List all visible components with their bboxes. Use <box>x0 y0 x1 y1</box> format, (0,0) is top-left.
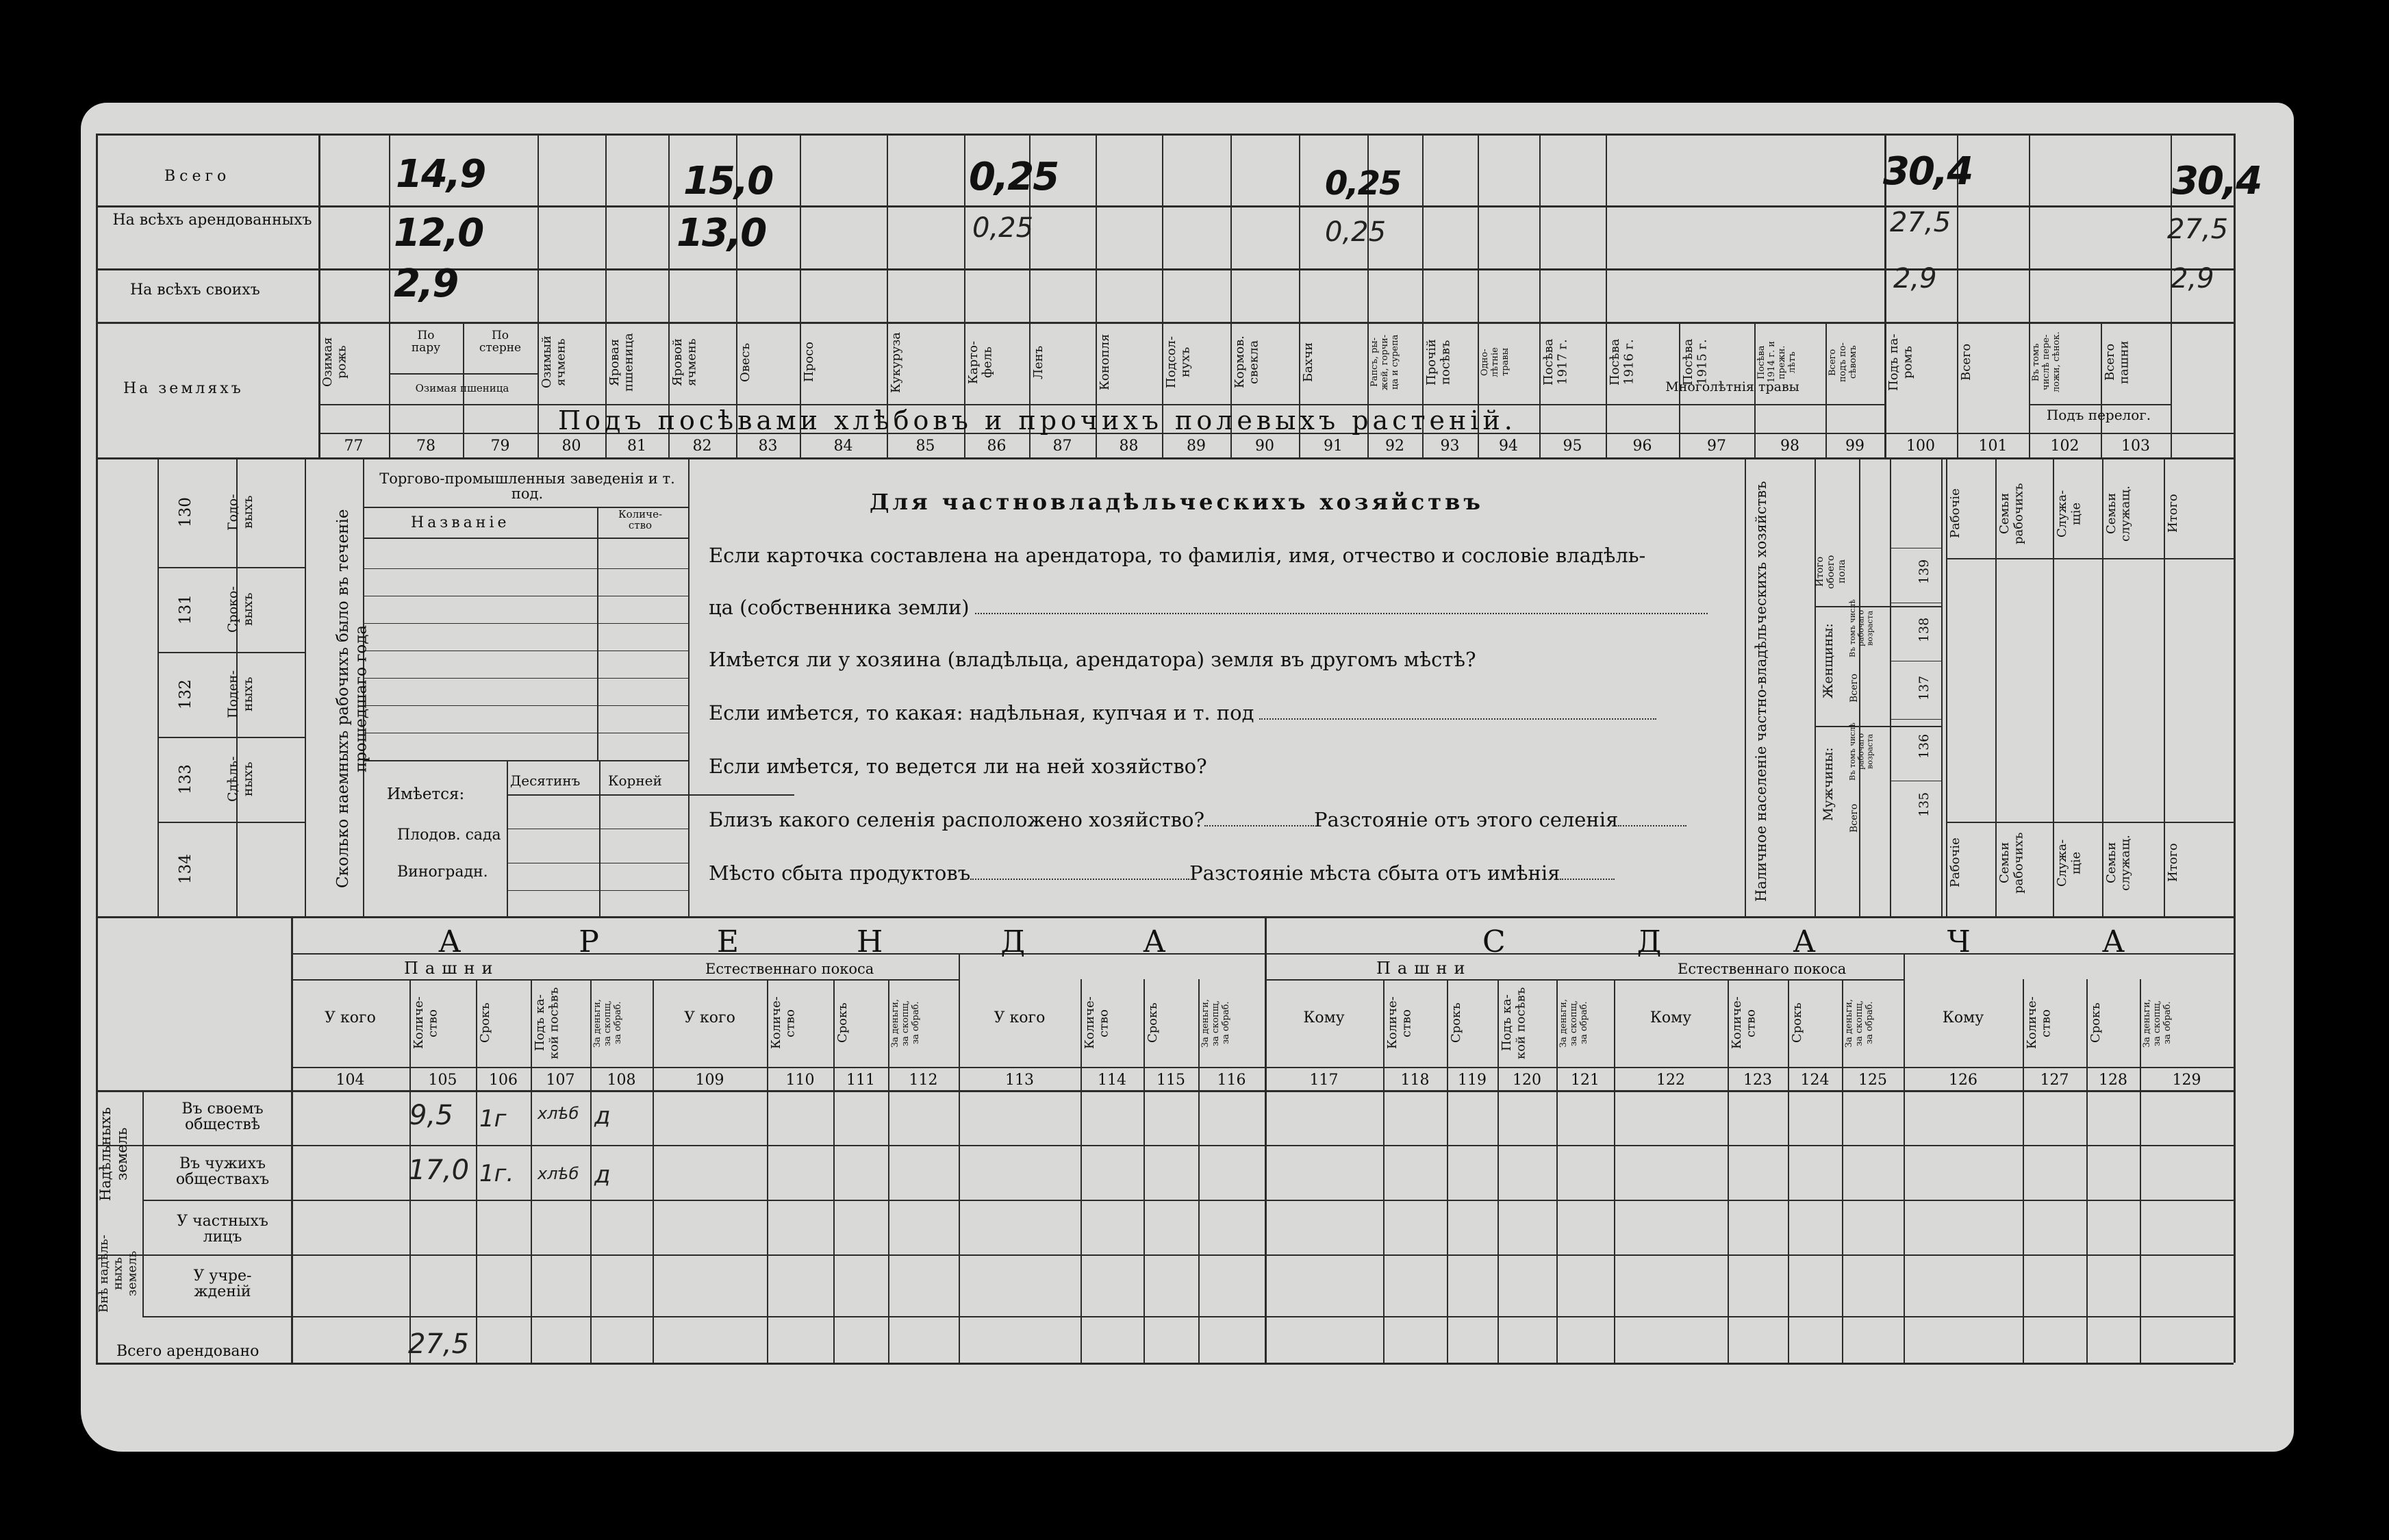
rule-v <box>2086 979 2088 1363</box>
rule-v <box>1143 979 1145 1363</box>
rule-h <box>96 1090 2234 1092</box>
rule-h <box>291 979 653 981</box>
imeetsya-label: Имѣется: <box>387 785 465 803</box>
col-num-78: 78 <box>416 438 435 455</box>
arenda-pashni: Пашни <box>404 959 500 978</box>
crop-header-99: Всего подъ по- сѣвомъ <box>1828 342 1858 382</box>
lease-row-2: Въ чужихъ обществахъ <box>175 1155 270 1189</box>
lease-num-121: 121 <box>1571 1072 1600 1089</box>
lease-row-3: У частныхъ лицъ <box>177 1213 268 1246</box>
col-num-81: 81 <box>627 438 646 455</box>
lease-head-125: За деньги, за скопщ, за обраб. <box>1844 998 1875 1048</box>
lease-head-108: За деньги, за скопщ, за обраб. <box>592 998 623 1048</box>
rule-v <box>318 134 320 457</box>
lease-head-128: Срокъ <box>2088 1002 2103 1044</box>
pop-col-top-2: Служа- щіе <box>2055 490 2084 538</box>
hired-label-133: Сдѣль- ныхъ <box>225 756 255 803</box>
muzh-vsego: Всего <box>1849 803 1860 833</box>
rule-v <box>597 507 598 760</box>
lease-num-118: 118 <box>1400 1072 1430 1089</box>
rule-v <box>476 979 477 1363</box>
n139: 139 <box>1917 559 1932 585</box>
rule-v <box>1383 979 1385 1363</box>
col-num-94: 94 <box>1499 438 1518 455</box>
col-num-83: 83 <box>758 438 778 455</box>
rule-v <box>2101 322 2102 457</box>
lease-num-124: 124 <box>1800 1072 1830 1089</box>
lease-head-114: Количе- ство <box>1083 996 1111 1050</box>
n137: 137 <box>1917 675 1932 701</box>
rule-v <box>1198 979 1200 1363</box>
n135: 135 <box>1917 792 1932 818</box>
pop-col-bottom-1: Семьи рабочихъ <box>1997 832 2026 894</box>
rule-h <box>363 568 688 569</box>
korney-header: Корней <box>608 772 662 789</box>
hired-label-131: Сроко- выхъ <box>225 586 255 633</box>
rule-v <box>2164 457 2165 916</box>
rule-h <box>1614 979 1904 981</box>
lease-head-112: За деньги, за скопщ, за обраб. <box>890 998 921 1048</box>
lease-head-105: Количе- ство <box>412 996 440 1050</box>
rule-h <box>1265 979 1614 981</box>
hired-num-132: 132 <box>177 679 194 709</box>
crop-header-102: Въ томъ числѣ пере- ложи, сѣнок. <box>2031 331 2062 393</box>
hw-c103-arend: 27,5 <box>2167 214 2229 245</box>
row-label-na-zemlyakh: На земляхъ <box>123 380 244 397</box>
sdacha-pashni: Пашни <box>1376 959 1472 978</box>
lease-num-126: 126 <box>1949 1072 1977 1089</box>
col-num-101: 101 <box>1978 438 2008 455</box>
rule-v <box>142 1090 144 1316</box>
lease-num-109: 109 <box>695 1072 724 1089</box>
crop-header-81: Яровая пшеница <box>607 333 636 392</box>
rule-h <box>507 890 688 891</box>
col-num-102: 102 <box>2050 438 2080 455</box>
subhead-mnogolet: Многолѣтнія травы <box>1665 379 1799 394</box>
lease-group-vne: Внѣ надѣль- ныхъ земель <box>97 1235 140 1313</box>
crop-header-77: Озимая рожь <box>320 337 349 388</box>
rule-v <box>96 134 98 457</box>
rule-h <box>653 979 959 981</box>
rule-v <box>1745 457 1746 916</box>
rule-h <box>96 1363 2234 1365</box>
lease-head-106: Срокъ <box>478 1002 492 1044</box>
rule-v <box>389 134 390 457</box>
col-num-88: 88 <box>1119 438 1139 455</box>
crop-header-97: Посѣва 1915 г. <box>1681 338 1710 386</box>
hired-title: Сколько наемныхъ рабочихъ было въ теченіе прошедшаго года <box>334 509 370 888</box>
col-num-93: 93 <box>1440 438 1460 455</box>
rule-v <box>833 979 835 1363</box>
lease-num-119: 119 <box>1458 1072 1487 1089</box>
col-num-79: 79 <box>490 438 510 455</box>
rule-v <box>1080 979 1082 1363</box>
hw-c103-svoikh: 2,9 <box>2171 263 2214 294</box>
crop-header-87: Ленъ <box>1031 345 1046 379</box>
rule-h <box>363 760 688 761</box>
rule-v <box>599 760 601 916</box>
col-num-103: 103 <box>2121 438 2150 455</box>
rule-v <box>291 916 293 1363</box>
rule-v <box>1265 916 1267 1363</box>
pop-col-top-4: Итого <box>2166 494 2180 533</box>
zhen-label: Женщины: <box>1821 623 1836 698</box>
rule-v <box>653 979 654 1363</box>
hw-c86-vsego: 0,25 <box>969 155 1059 199</box>
lease-head-115: Срокъ <box>1146 1002 1160 1044</box>
rule-h <box>157 737 305 738</box>
col-num-91: 91 <box>1324 438 1343 455</box>
col-num-95: 95 <box>1563 438 1582 455</box>
lease-head-107: Подъ ка- кой посѣвъ <box>533 987 561 1059</box>
lease-head-110: Количе- ство <box>769 996 798 1050</box>
rule-v <box>2234 979 2236 1363</box>
lease-num-125: 125 <box>1858 1072 1887 1089</box>
sdacha-pokos: Естественнаго покоса <box>1678 961 1847 977</box>
arenda-title: А Р Е Н Д А <box>438 924 1169 959</box>
pop-col-bottom-3: Семьи служащ. <box>2104 835 2133 891</box>
subhead-pod-posevami: Подъ посѣвами хлѣбовъ и прочихъ полевыхъ растеній. <box>558 405 1517 436</box>
hw-c99-arend: 27,5 <box>1890 207 1951 238</box>
trade-qty-header: Количе- ство <box>618 508 663 531</box>
col-num-84: 84 <box>833 438 853 455</box>
muzh-vtom: Въ томъ числѣ рабочаго возраста <box>1848 722 1875 781</box>
lease-head-104: У кого <box>325 1009 376 1026</box>
hw-total-qty: 27,5 <box>408 1328 470 1360</box>
pop-col-bottom-4: Итого <box>2166 843 2180 883</box>
crop-header-98: Посѣва 1914 г. и прежн. лѣтъ <box>1756 341 1797 383</box>
col-num-87: 87 <box>1052 438 1072 455</box>
crop-header-83: Овесъ <box>738 342 753 382</box>
crop-header-101: Всего <box>1959 343 1973 381</box>
col-num-99: 99 <box>1845 438 1865 455</box>
crop-header-80: Озимый ячмень <box>540 336 568 389</box>
rule-h <box>389 373 538 375</box>
desyatin-header: Десятинъ <box>510 772 581 789</box>
lease-head-123: Количе- ство <box>1730 996 1758 1050</box>
rule-h <box>96 322 2234 324</box>
rule-h <box>363 538 688 539</box>
col-num-89: 89 <box>1187 438 1206 455</box>
rule-v <box>2053 457 2054 916</box>
hired-num-134: 134 <box>177 854 194 884</box>
lease-num-123: 123 <box>1743 1072 1772 1089</box>
lease-head-127: Количе- ство <box>2025 996 2053 1050</box>
rule-h <box>142 1316 2234 1317</box>
rule-h <box>96 457 2234 459</box>
rule-h <box>363 678 688 679</box>
q3: Если имѣется, то какая: надѣльная, купчая и т. под <box>709 701 1656 724</box>
lease-head-116: За деньги, за скопщ, за обраб. <box>1200 998 1231 1048</box>
lease-num-108: 108 <box>607 1072 636 1089</box>
subhead-perelog: Подъ перелог. <box>2046 407 2151 423</box>
lease-row-1: Въ своемъ обществѣ <box>181 1100 264 1134</box>
col-num-85: 85 <box>915 438 935 455</box>
rule-h <box>291 1067 2234 1068</box>
hw-c82-arend: 13,0 <box>677 211 766 255</box>
col-num-96: 96 <box>1632 438 1652 455</box>
lease-num-127: 127 <box>2040 1072 2069 1089</box>
crop-header-94: Одно- лѣтніе травы <box>1480 347 1510 377</box>
q4: Если имѣется, то ведется ли на ней хозяйство? <box>709 755 1207 778</box>
rule-v <box>1447 979 1448 1363</box>
trade-title: Торгово-промышленныя заведенія и т. под. <box>379 470 675 503</box>
sdacha-title: С Д А Ч А <box>1482 924 2128 959</box>
rule-v <box>888 979 889 1363</box>
lease-total: Всего арендовано <box>116 1343 260 1360</box>
row-label-vsego: Всего <box>164 168 231 185</box>
lease-num-117: 117 <box>1309 1072 1339 1089</box>
rule-h <box>157 652 305 653</box>
lease-head-119: Срокъ <box>1449 1002 1463 1044</box>
hw-c91-arend: 0,25 <box>1325 216 1387 248</box>
hw-r1-pay: д <box>594 1102 611 1130</box>
col-num-77: 77 <box>344 438 364 455</box>
hw-c103-vsego: 30,4 <box>2172 159 2262 203</box>
itogo-obo: Итого обоего пола <box>1815 555 1848 589</box>
q1b: ца (собственника земли) <box>709 596 1708 619</box>
rule-v <box>1941 457 1943 916</box>
crop-header-91: Бахчи <box>1301 342 1315 383</box>
rule-h <box>96 1254 2234 1256</box>
rule-v <box>1995 457 1997 916</box>
rule-v <box>1815 457 1816 916</box>
population-title: Наличное населеніе частно-владѣльческихъ хозяйствъ <box>1753 481 1769 902</box>
rule-v <box>2140 979 2141 1363</box>
hw-r2-crop: хлѣб <box>538 1164 579 1183</box>
lease-head-120: Подъ ка- кой посѣвъ <box>1500 987 1528 1059</box>
hw-c99-svoikh: 2,9 <box>1893 263 1937 294</box>
lease-num-110: 110 <box>785 1072 815 1089</box>
rule-h <box>1946 558 2234 559</box>
crop-header-96: Посѣва 1916 г. <box>1608 338 1636 386</box>
rule-h <box>2029 404 2171 405</box>
rule-v <box>1556 979 1558 1363</box>
pop-col-bottom-0: Рабочіе <box>1948 837 1962 888</box>
hw-c99-vsego: 30,4 <box>1883 149 1973 194</box>
rule-v <box>305 457 306 916</box>
rule-v <box>688 457 690 916</box>
rule-v <box>1497 979 1499 1363</box>
rule-h <box>363 623 688 624</box>
rule-h <box>96 916 2234 918</box>
rule-v <box>1946 457 1947 916</box>
crop-header-79: По стерне <box>479 329 522 355</box>
rule-v <box>157 457 159 916</box>
col-num-100: 100 <box>1906 438 1935 455</box>
crop-header-90: Кормов. свекла <box>1233 336 1261 389</box>
hw-c82-vsego: 15,0 <box>683 159 773 203</box>
lease-head-118: Количе- ство <box>1385 996 1414 1050</box>
crop-header-78: По пару <box>411 329 441 355</box>
q2: Имѣется ли у хозяина (владѣльца, арендатора) земля въ другомъ мѣстѣ? <box>709 648 1476 671</box>
hw-r1-term: 1г <box>479 1105 507 1133</box>
rule-v <box>2102 457 2103 916</box>
hw-r1-qty: 9,5 <box>409 1100 453 1131</box>
arenda-pokos: Естественнаго покоса <box>705 961 874 977</box>
vinograd-label: Виноградн. <box>397 863 488 881</box>
lease-num-114: 114 <box>1098 1072 1126 1089</box>
lease-head-117: Кому <box>1303 1009 1345 1026</box>
lease-num-106: 106 <box>489 1072 518 1089</box>
hw-r2-qty: 17,0 <box>408 1154 470 1186</box>
rule-v <box>1788 979 1789 1363</box>
lease-num-122: 122 <box>1656 1072 1685 1089</box>
row-label-svoikh: На всѣхъ своихъ <box>130 281 260 299</box>
lease-num-111: 111 <box>846 1072 875 1089</box>
lease-num-113: 113 <box>1005 1072 1034 1089</box>
sad-label: Плодов. сада <box>397 826 501 844</box>
n138: 138 <box>1917 617 1932 643</box>
crop-header-84: Просо <box>802 342 816 383</box>
rule-v <box>1842 979 1843 1363</box>
zhen-vsego: Всего <box>1849 673 1860 703</box>
lease-num-128: 128 <box>2099 1072 2127 1089</box>
lease-num-129: 129 <box>2172 1072 2201 1089</box>
pop-col-top-1: Семьи рабочихъ <box>1997 483 2026 544</box>
lease-num-107: 107 <box>546 1072 575 1089</box>
hw-r2-pay: д <box>594 1161 611 1189</box>
hired-num-130: 130 <box>177 497 194 527</box>
col-num-98: 98 <box>1780 438 1799 455</box>
rule-v <box>538 134 539 457</box>
rule-v <box>2023 979 2024 1363</box>
crop-header-82: Яровой ячмень <box>670 338 699 386</box>
rule-h <box>96 134 2234 136</box>
n136: 136 <box>1917 733 1932 759</box>
rule-v <box>1606 134 1607 457</box>
rule-h <box>507 794 794 796</box>
q6: Мѣсто сбыта продуктовъ Разстояніе мѣста сбыта отъ имѣнія <box>709 861 1615 885</box>
lease-head-121: За деньги, за скопщ, за обраб. <box>1558 998 1589 1048</box>
rule-v <box>531 979 532 1363</box>
q1a: Если карточка составлена на арендатора, то фамилія, имя, отчество и сословіе владѣль- <box>709 544 1646 567</box>
hired-label-132: Поден- ныхъ <box>225 670 255 719</box>
lease-head-111: Срокъ <box>835 1002 850 1044</box>
hired-label-130: Годо- выхъ <box>225 494 255 531</box>
crop-header-103: Всего пашни <box>2103 340 2132 384</box>
crop-header-86: Карто- фель <box>966 340 995 384</box>
hw-c77-vsego: 14,9 <box>396 152 485 197</box>
trade-name-header: Названіе <box>411 514 510 531</box>
pop-col-top-0: Рабочіе <box>1948 488 1962 539</box>
hw-r1-crop: хлѣб <box>538 1104 579 1123</box>
crop-header-93: Прочій посѣвъ <box>1424 339 1453 386</box>
pop-col-bottom-2: Служа- щіе <box>2055 839 2084 887</box>
rule-v <box>1539 134 1541 457</box>
lease-head-129: За деньги, за скопщ, за обраб. <box>2142 998 2173 1048</box>
rule-v <box>767 979 768 1363</box>
col-num-92: 92 <box>1385 438 1404 455</box>
q5: Близъ какого селенія расположено хозяйство? Разстояніе отъ этого селенія <box>709 808 1686 831</box>
hw-c77-arend: 12,0 <box>394 211 483 255</box>
rule-v <box>1614 979 1615 1363</box>
hired-num-133: 133 <box>177 764 194 794</box>
lease-num-105: 105 <box>428 1072 457 1089</box>
crop-header-85: Кукуруза <box>889 331 903 393</box>
crop-header-92: Рапсъ, ры- жей, горчи- ца и сурепа <box>1369 334 1400 390</box>
crop-header-88: Конопля <box>1098 333 1112 391</box>
lease-num-104: 104 <box>336 1072 365 1089</box>
rule-v <box>1890 457 1891 916</box>
rule-h <box>96 1145 2234 1146</box>
hw-r2-term: 1г. <box>479 1160 514 1187</box>
lease-head-122: Кому <box>1649 1009 1692 1026</box>
lease-num-116: 116 <box>1217 1072 1246 1089</box>
lease-row-4: У учре- жденій <box>193 1267 252 1301</box>
col-num-86: 86 <box>987 438 1007 455</box>
lease-head-124: Срокъ <box>1790 1002 1804 1044</box>
zhen-vtom: Въ томъ числѣ рабочаго возраста <box>1848 599 1875 657</box>
lease-num-112: 112 <box>909 1072 938 1089</box>
hw-c77-svoikh: 2,9 <box>394 262 458 306</box>
rule-h <box>157 822 305 823</box>
crop-header-89: Подсол- нухъ <box>1164 336 1193 389</box>
hired-num-131: 131 <box>177 594 194 624</box>
rule-h <box>157 567 305 568</box>
lease-head-109: У кого <box>684 1009 735 1026</box>
hw-c86-arend: 0,25 <box>972 212 1034 244</box>
lease-head-126: Кому <box>1942 1009 1984 1026</box>
rule-h <box>142 1200 2234 1201</box>
muzh-label: Мужчины: <box>1821 747 1836 821</box>
row-label-arend: На всѣхъ арендованныхъ <box>112 212 312 229</box>
col-num-80: 80 <box>561 438 581 455</box>
rule-v <box>507 760 508 916</box>
hw-c91-vsego: 0,25 <box>1325 164 1401 203</box>
subhead-ozimaya: Озимая пшеница <box>415 382 509 394</box>
rule-v <box>1728 979 1729 1363</box>
rule-v <box>590 979 592 1363</box>
lease-num-115: 115 <box>1156 1072 1185 1089</box>
crop-header-95: Посѣва 1917 г. <box>1541 338 1570 386</box>
crop-header-100: Подъ па- ромъ <box>1886 333 1915 391</box>
lease-num-120: 120 <box>1513 1072 1541 1089</box>
rule-h <box>1890 719 1941 720</box>
lease-group-nadel: Надѣльныхъ земель <box>97 1107 131 1201</box>
lease-head-113: У кого <box>994 1009 1046 1026</box>
pop-col-top-3: Семьи служащ. <box>2104 485 2133 542</box>
col-num-97: 97 <box>1707 438 1726 455</box>
hired-label-134 <box>226 829 281 909</box>
rule-h <box>363 705 688 706</box>
col-num-90: 90 <box>1255 438 1274 455</box>
private-title: Для частновладѣльческихъ хозяйствъ <box>870 489 1484 515</box>
col-num-82: 82 <box>692 438 712 455</box>
